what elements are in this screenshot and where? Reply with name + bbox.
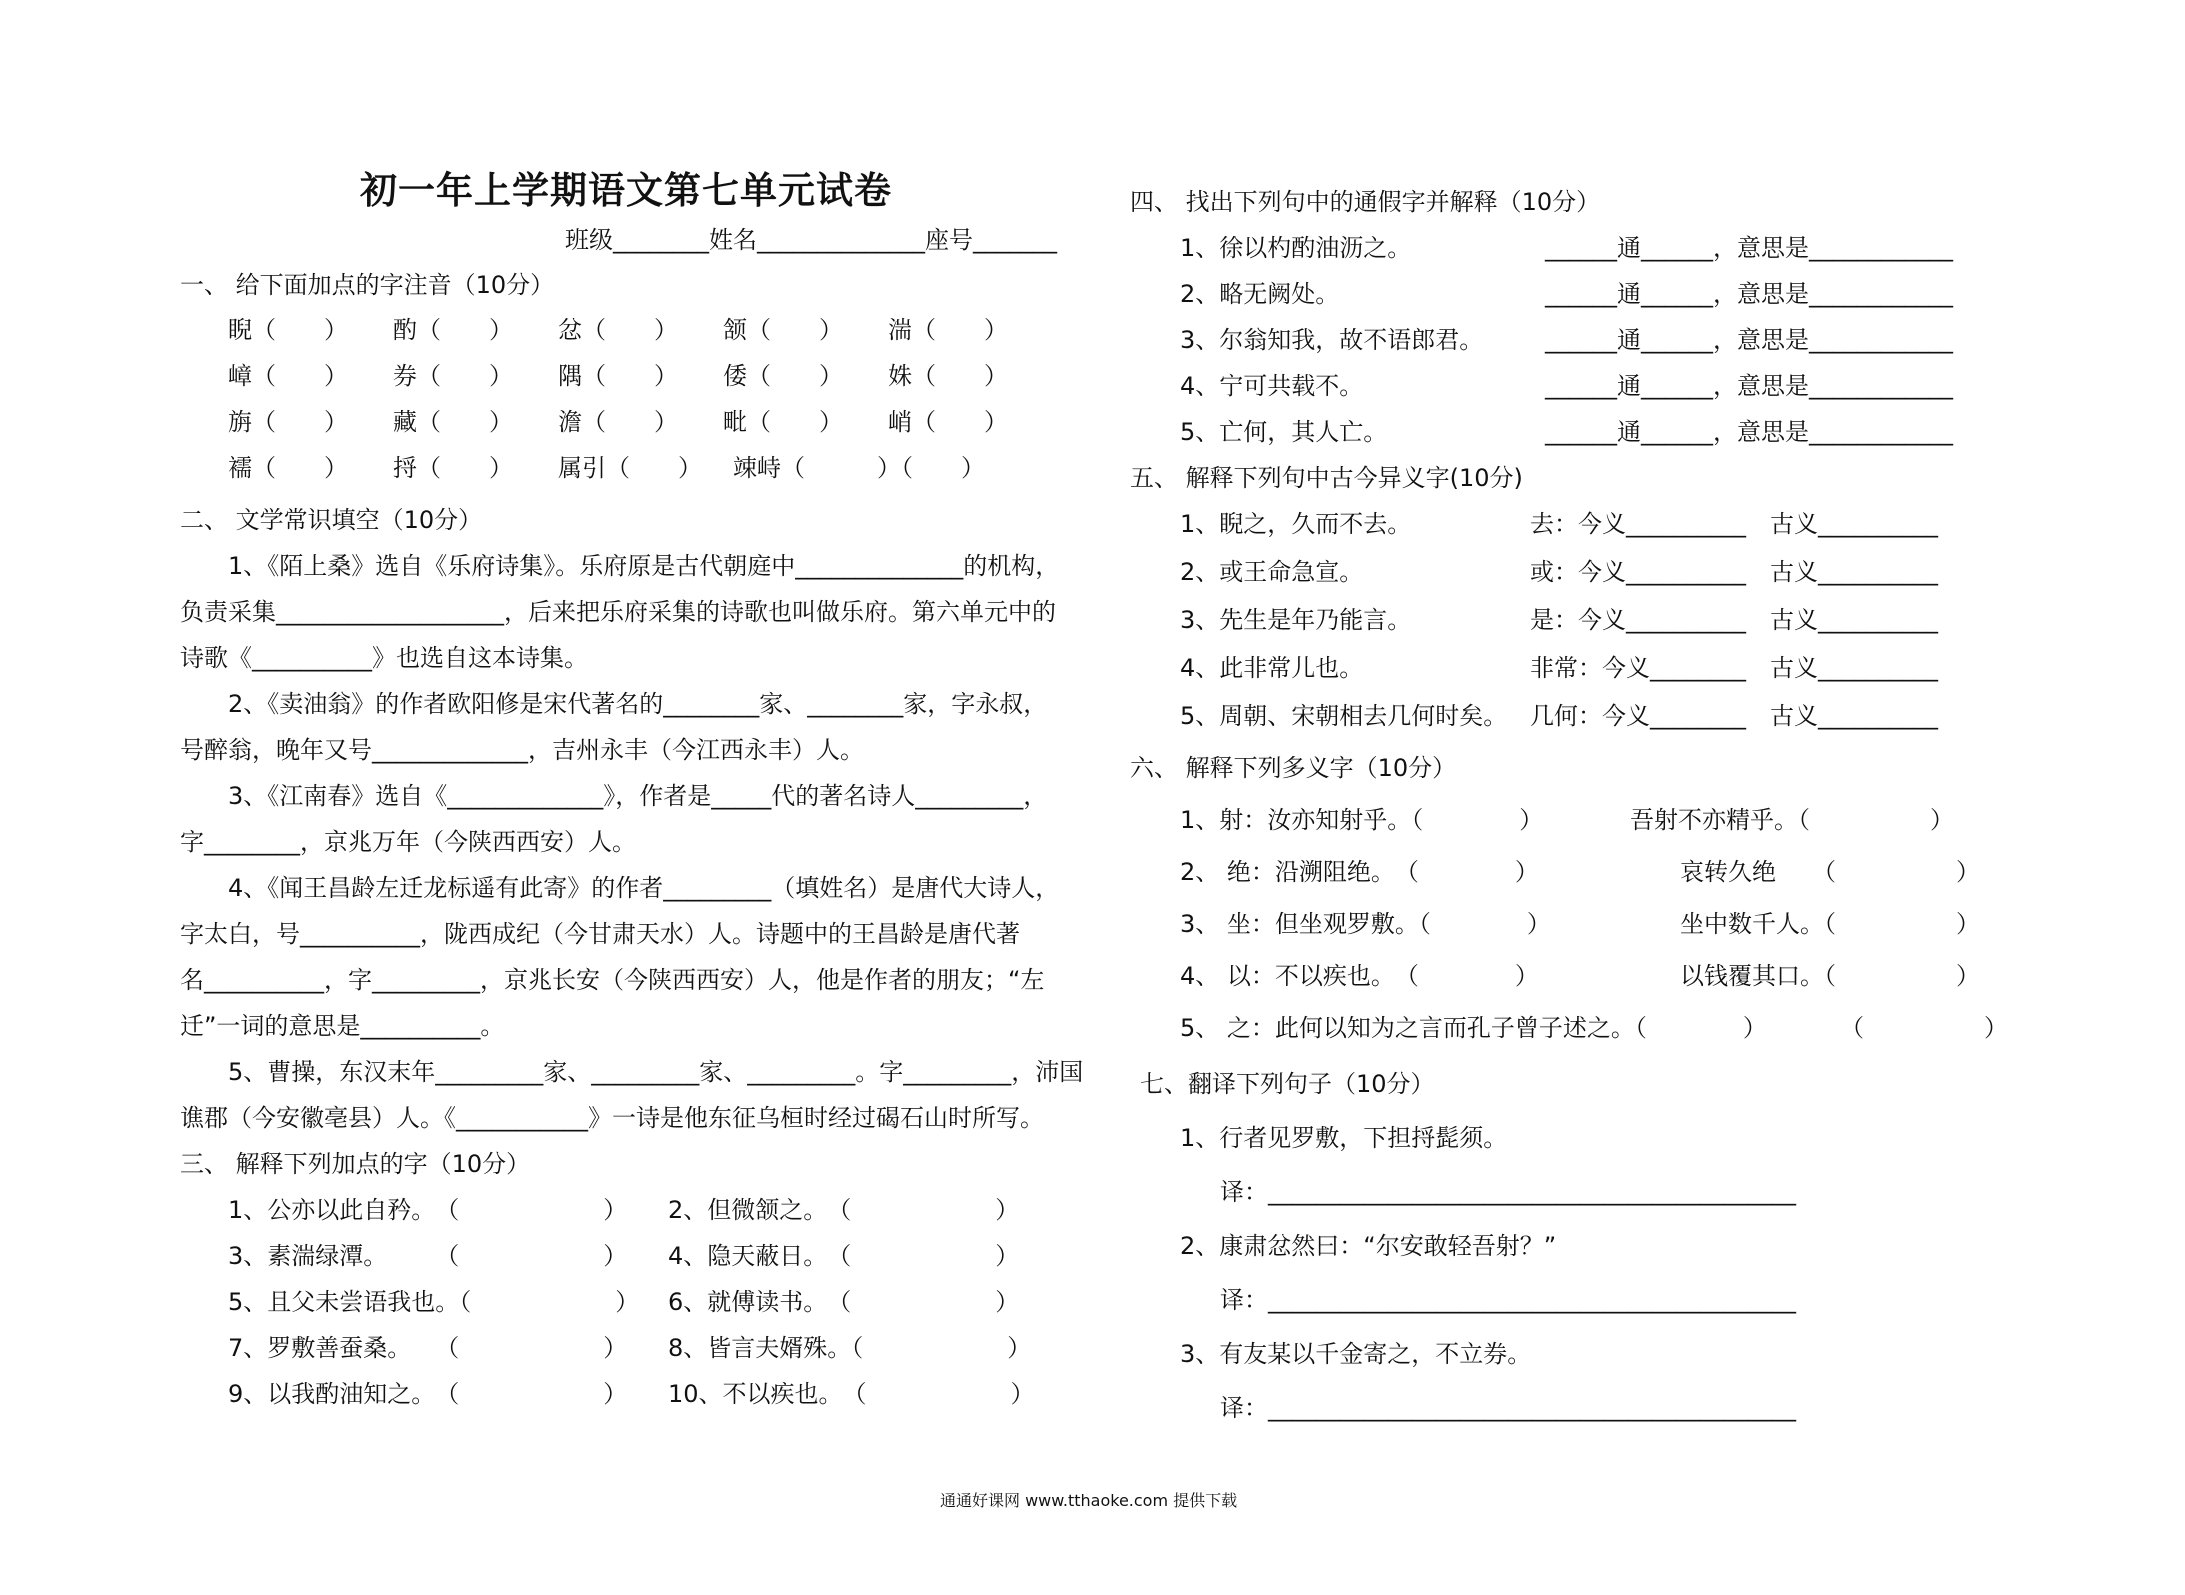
s6-item: 2、 绝：沿溯阻绝。 （ ）	[1180, 858, 1539, 886]
section-6-heading: 六、 解释下列多义字（10分）	[1130, 754, 1457, 782]
s2-line: 4、《闻王昌龄左迁龙标遥有此寄》的作者_________（填姓名）是唐代大诗人，	[228, 874, 1060, 902]
s3-item: 8、皆言夫婿殊。（ ）	[668, 1334, 1032, 1362]
footer-text: 通通好课网 www.tthaoke.com 提供下载	[940, 1491, 1238, 1510]
pinyin-item: 襦（ ）	[228, 454, 348, 482]
s6-item: 1、射：汝亦知射乎。（ ）	[1180, 806, 1544, 834]
s2-line: 号醉翁，晚年又号_____________，吉州永丰（今江西永丰）人。	[180, 736, 864, 764]
s5-ancient: 古义__________	[1770, 558, 1938, 586]
s4-sentence: 4、宁可共载不。	[1180, 372, 1364, 400]
s4-answer: ______通______，意思是____________	[1545, 418, 1953, 446]
s2-line: 字________，京兆万年（今陕西西安）人。	[180, 828, 636, 856]
s5-ancient: 古义__________	[1770, 654, 1938, 682]
s5-today: 或：今义__________	[1530, 558, 1746, 586]
pinyin-item: 澹（ ）	[558, 408, 678, 436]
pinyin-item: 旃（ ）	[228, 408, 348, 436]
s4-answer: ______通______，意思是____________	[1545, 234, 1953, 262]
section-1-heading: 一、 给下面加点的字注音（10分）	[180, 271, 555, 299]
s4-sentence: 2、略无阙处。	[1180, 280, 1340, 308]
s7-answer-line: 译：____________________________________________	[1220, 1286, 1796, 1314]
s5-today: 去：今义__________	[1530, 510, 1746, 538]
pinyin-item: 券（ ）	[393, 362, 513, 390]
s7-answer-line: 译：____________________________________________	[1220, 1178, 1796, 1206]
s6-item: 5、 之：此何以知为之言而孔子曾子述之。（ ）	[1180, 1014, 1767, 1042]
s6-item: 3、 坐：但坐观罗敷。（ ）	[1180, 910, 1551, 938]
s4-answer: ______通______，意思是____________	[1545, 280, 1953, 308]
pinyin-item: 倭（ ）	[723, 362, 843, 390]
pinyin-item: 姝（ ）	[888, 362, 1008, 390]
s5-today: 是：今义__________	[1530, 606, 1746, 634]
section-5-heading: 五、 解释下列句中古今异义字(10分)	[1130, 464, 1523, 492]
pinyin-item: 睨（ ）	[228, 316, 348, 344]
s7-question: 1、行者见罗敷，下担捋髭须。	[1180, 1124, 1508, 1152]
s2-line: 谯郡（今安徽亳县）人。《___________》一诗是他东征乌桓时经过碣石山时所写。	[180, 1104, 1044, 1132]
section-4-heading: 四、 找出下列句中的通假字并解释（10分）	[1130, 188, 1601, 216]
s3-item: 6、就傅读书。 （ ）	[668, 1288, 1020, 1316]
pinyin-item: 藏（ ）	[393, 408, 513, 436]
s2-line: 3、《江南春》选自《_____________》，作者是_____代的著名诗人_________，	[228, 782, 1048, 810]
s6-item: 4、 以：不以疾也。 （ ）	[1180, 962, 1539, 990]
s5-sentence: 2、或王命急宣。	[1180, 558, 1364, 586]
exam-title: 初一年上学期语文第七单元试卷	[360, 169, 892, 212]
s4-answer: ______通______，意思是____________	[1545, 372, 1953, 400]
s6-item: 吾射不亦精乎。（ ）	[1630, 806, 1954, 834]
s7-question: 3、有友某以千金寄之，不立券。	[1180, 1340, 1532, 1368]
s3-item: 1、公亦以此自矜。 （ ）	[228, 1196, 628, 1224]
s5-today: 非常：今义________	[1530, 654, 1746, 682]
pinyin-item: 隅（ ）	[558, 362, 678, 390]
s2-line: 迁”一词的意思是__________。	[180, 1012, 505, 1040]
pinyin-item: 属引（ ）	[558, 454, 702, 482]
s5-ancient: 古义__________	[1770, 510, 1938, 538]
pinyin-item: 竦峙（ ）（ ）	[733, 454, 985, 482]
pinyin-item: 湍（ ）	[888, 316, 1008, 344]
s2-line: 2、《卖油翁》的作者欧阳修是宋代著名的________家、________家，字永叔，	[228, 690, 1048, 718]
s2-line: 名__________，字_________，京兆长安（今陕西西安）人，他是作者的朋友；“左	[180, 966, 1045, 994]
s6-item: 坐中数千人。（ ）	[1680, 910, 1980, 938]
s6-item: （ ）	[1840, 1014, 2008, 1042]
s2-line: 负责采集___________________，后来把乐府采集的诗歌也叫做乐府。第六单元中的	[180, 598, 1056, 626]
pinyin-item: 忿（ ）	[558, 316, 678, 344]
s4-answer: ______通______，意思是____________	[1545, 326, 1953, 354]
s6-item: 哀转久绝 （ ）	[1680, 858, 1980, 886]
s3-item: 10、不以疾也。 （ ）	[668, 1380, 1035, 1408]
section-3-heading: 三、 解释下列加点的字（10分）	[180, 1150, 531, 1178]
s5-ancient: 古义__________	[1770, 606, 1938, 634]
s5-sentence: 4、此非常儿也。	[1180, 654, 1364, 682]
s3-item: 3、素湍绿潭。 （ ）	[228, 1242, 628, 1270]
s3-item: 9、以我酌油知之。 （ ）	[228, 1380, 628, 1408]
s5-sentence: 1、睨之，久而不去。	[1180, 510, 1412, 538]
s3-item: 2、但微颔之。 （ ）	[668, 1196, 1020, 1224]
s5-sentence: 5、周朝、宋朝相去几何时矣。	[1180, 702, 1508, 730]
section-2-heading: 二、 文学常识填空（10分）	[180, 506, 483, 534]
s3-item: 4、隐天蔽日。 （ ）	[668, 1242, 1020, 1270]
s7-question: 2、康肃忿然曰：“尔安敢轻吾射？”	[1180, 1232, 1557, 1260]
s5-ancient: 古义__________	[1770, 702, 1938, 730]
s3-item: 5、且父未尝语我也。（ ）	[228, 1288, 640, 1316]
section-7-heading: 七、翻译下列句子（10分）	[1140, 1070, 1435, 1098]
s3-item: 7、罗敷善蚕桑。 （ ）	[228, 1334, 628, 1362]
s2-line: 5、曹操，东汉末年_________家、_________家、_________。字_________，沛国	[228, 1058, 1084, 1086]
pinyin-item: 峭（ ）	[888, 408, 1008, 436]
s5-today: 几何：今义________	[1530, 702, 1746, 730]
s4-sentence: 3、尔翁知我，故不语郎君。	[1180, 326, 1484, 354]
pinyin-item: 捋（ ）	[393, 454, 513, 482]
pinyin-item: 毗（ ）	[723, 408, 843, 436]
s4-sentence: 1、徐以杓酌油沥之。	[1180, 234, 1412, 262]
pinyin-item: 颔（ ）	[723, 316, 843, 344]
pinyin-item: 嶂（ ）	[228, 362, 348, 390]
s2-line: 字太白，号__________，陇西成纪（今甘肃天水）人。诗题中的王昌龄是唐代著	[180, 920, 1020, 948]
s2-line: 诗歌《__________》也选自这本诗集。	[180, 644, 588, 672]
s4-sentence: 5、亡何，其人亡。	[1180, 418, 1388, 446]
s6-item: 以钱覆其口。（ ）	[1680, 962, 1980, 990]
student-info-line: 班级________姓名______________座号_______	[565, 226, 1057, 254]
s5-sentence: 3、先生是年乃能言。	[1180, 606, 1412, 634]
s7-answer-line: 译：____________________________________________	[1220, 1394, 1796, 1422]
s2-line: 1、《陌上桑》选自《乐府诗集》。乐府原是古代朝庭中______________的机构，	[228, 552, 1060, 580]
pinyin-item: 酌（ ）	[393, 316, 513, 344]
